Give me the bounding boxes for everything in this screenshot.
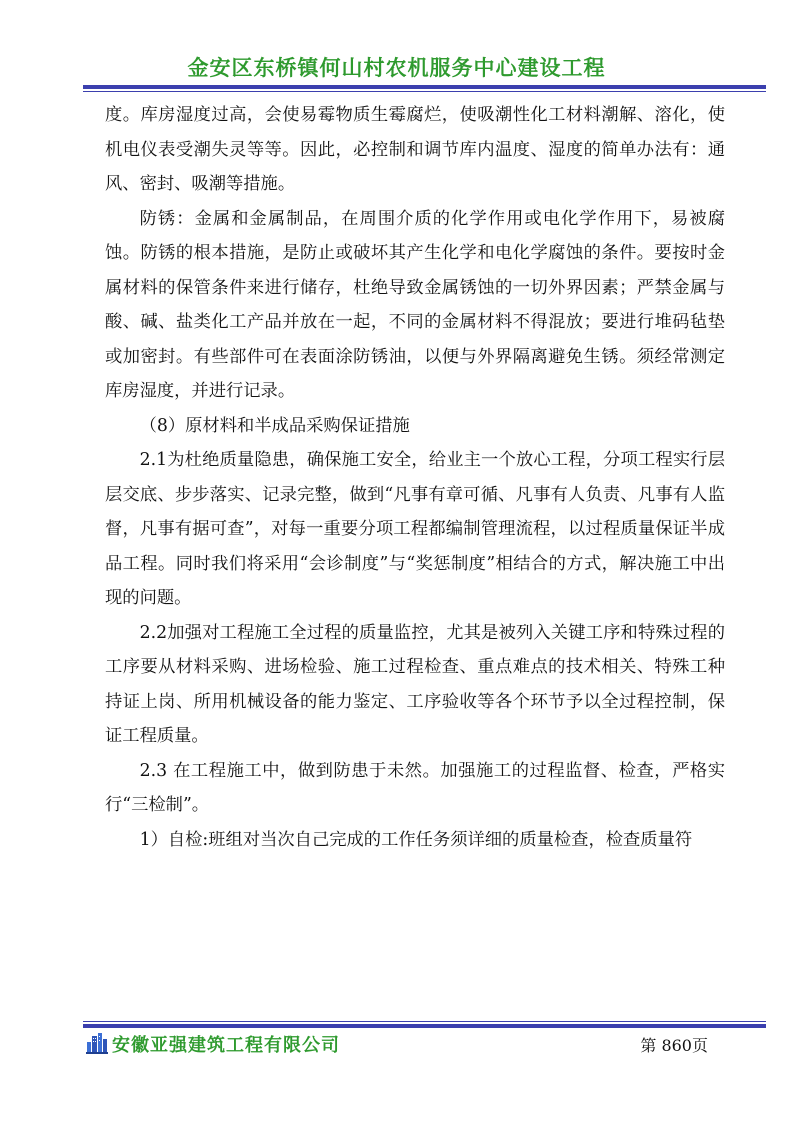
header-rule-thick [83,85,766,89]
page-header-title: 金安区东桥镇何山村农机服务中心建设工程 [187,56,606,80]
footer-rule-thin [83,1021,766,1022]
section-heading: （8）原材料和半成品采购保证措施 [139,415,410,436]
paragraph: 2.2加强对工程施工全过程的质量监控，尤其是被列入关键工序和特殊过程的工序要从材料采购、进场检验、施工过程检查、重点难点的技术相关、特殊工种持证上岗、所用机械设备的能力鉴定、工序验收等各个环节予以全过程控制，保证工程质量。 [105,622,725,746]
paragraph: 2.1为杜绝质量隐患，确保施工安全，给业主一个放心工程，分项工程实行层层交底、步步落实、记录完整，做到“凡事有章可循、凡事有人负责、凡事有人监督，凡事有据可查”，对每一重要分项工程都编制管理流程，以过程质量保证半成品工程。同时我们将采用“会诊制度”与“奖惩制度”相结合的方式，解决施工中出现的问题。 [105,450,725,608]
footer-rule-thick [83,1024,766,1028]
page-number: 第 860页 [640,1036,708,1055]
paragraph: 2.3 在工程施工中，做到防患于未然。加强施工的过程监督、检查，严格实行“三检制”。 [105,760,725,815]
paragraph: 度。库房湿度过高，会使易霉物质生霉腐烂，使吸潮性化工材料潮解、溶化，使机电仪表受潮失灵等等。因此，必控制和调节库内温度、湿度的简单办法有：通风、密封、吸潮等措施。 [105,105,725,194]
document-body [105,98,725,857]
header-rule-thin [83,91,766,92]
paragraph: 防锈：金属和金属制品，在周围介质的化学作用或电化学作用下，易被腐蚀。防锈的根本措施，是防止或破坏其产生化学和电化学腐蚀的条件。要按时金属材料的保管条件来进行储存，杜绝导致金属锈蚀的一切外界因素；严禁金属与酸、碱、盐类化工产品并放在一起，不同的金属材料不得混放；要进行堆码毡垫或加密封。有些部件可在表面涂防锈油，以便与外界隔离避免生锈。须经常测定库房湿度，并进行记录。 [105,208,725,401]
footer-company-name: 安徽亚强建筑工程有限公司 [112,1035,340,1056]
paragraph: 1）自检:班组对当次自己完成的工作任务须详细的质量检查，检查质量符 [139,829,693,850]
building-logo-icon [86,1032,108,1054]
